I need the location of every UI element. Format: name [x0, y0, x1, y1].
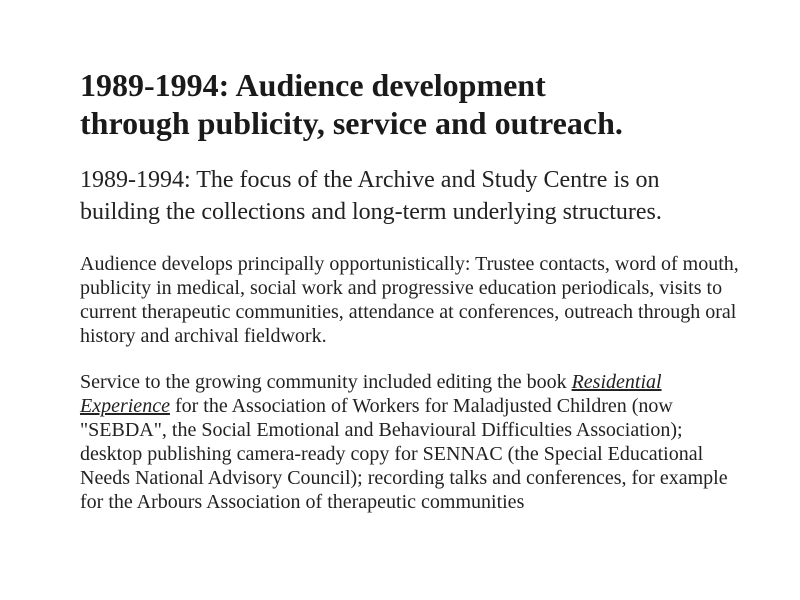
service-paragraph: [80, 370, 740, 514]
title-line-1: 1989-1994: Audience development: [80, 67, 546, 103]
service-text-before: Service to the growing community included editing the book: [80, 371, 572, 393]
lead-paragraph: 1989-1994: The focus of the Archive and Study Centre is on building the collections and long-term underlying structures.: [80, 167, 662, 225]
slide-content: [80, 66, 740, 514]
service-text-after: for the Association of Workers for Maladjusted Children (now "SEBDA", the Social Emotional and Behavioural Difficulties Association); desktop publishing camera-ready copy for SENNAC (the Special Educational Needs National Advisory Council); recording talks and conferences, for example for the Arbours Association of therapeutic communities: [80, 395, 728, 513]
title-line-2: through publicity, service and outreach.: [80, 105, 623, 141]
page-title: [80, 66, 740, 142]
book-title-link[interactable]: Residential Experience: [80, 371, 662, 417]
audience-paragraph: Audience develops principally opportunistically: Trustee contacts, word of mouth, publicity in medical, social work and progressive education periodicals, visits to current therapeutic communities, attendance at conferences, outreach through oral history and archival fieldwork.: [80, 253, 739, 347]
